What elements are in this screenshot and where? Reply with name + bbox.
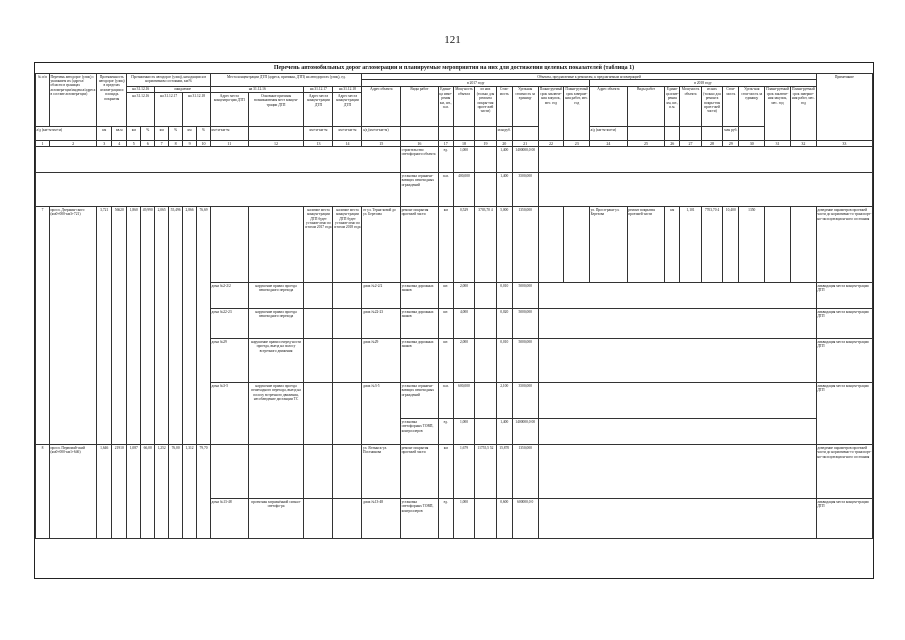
unit-empty-27	[680, 127, 701, 141]
works-cell: установка дорожных знаков	[401, 339, 439, 383]
header-expected: ожидаемое	[155, 86, 211, 92]
unit-mln: млн руб.	[496, 127, 512, 141]
object-address: дома №2-2/2	[362, 283, 401, 309]
row-number: 8	[36, 445, 50, 539]
header-works2: Виды работ	[627, 86, 665, 126]
cost-cell: 0,600	[496, 499, 512, 539]
header-dec17-sub: на 31.12.17	[155, 93, 183, 127]
table-row	[36, 445, 873, 499]
road-area: 21910	[112, 445, 127, 539]
col-num: 6	[141, 141, 155, 147]
col-num: 11	[211, 141, 249, 147]
header-power2: Мощ-ность объекта	[680, 86, 701, 126]
dtp-cause: нарушение правил очеред-ности проезда, выезд на полосу встречного движения	[248, 339, 304, 383]
cost-cell: 15,870	[496, 445, 512, 499]
col-num: 21	[512, 141, 538, 147]
object-address: дома №13-48	[362, 499, 401, 539]
header-dec16b: на 31.12.16	[211, 86, 304, 92]
unit-kmm-14: км+м-км+м	[333, 127, 362, 141]
col-num: 25	[627, 141, 665, 147]
col-num: 30	[739, 141, 765, 147]
col-num: 7	[155, 141, 169, 147]
cost-unit-cell: 1350,000	[512, 207, 538, 283]
pct-2018: 76,69	[197, 207, 211, 445]
col-num: 23	[564, 141, 590, 147]
unit-empty-28	[701, 127, 722, 141]
header-incl: из них (только для ремонта покры-тия проез-жей части)	[475, 86, 496, 126]
works-cell-2018: ремонт покрытия проезжей части	[627, 207, 665, 283]
unit-mln2: млн руб.	[723, 127, 739, 141]
power-cell: 1,000	[453, 499, 474, 539]
works-cell: ремонт покрытия проезжей части	[401, 445, 439, 499]
unit-cell: п.м.	[438, 173, 453, 207]
unit-obj: а/д (км+м-км+м)	[362, 127, 401, 141]
pct-2016: 49,990	[141, 207, 155, 445]
col-num: 22	[538, 141, 564, 147]
unit-cell: ед.	[438, 419, 453, 445]
header-plan-end2: Плани-руемый срок заверше-ния работ, мес. год	[790, 86, 816, 140]
header-addr-place: Адрес места концентра-ции ДТП	[211, 93, 249, 127]
header-addr-obj: Адрес объекта	[362, 86, 401, 126]
unit-empty-30	[739, 127, 765, 141]
dtp-cause: нарушение правил проезда пешеходного перехода	[248, 309, 304, 339]
power-cell: 2,000	[453, 283, 474, 309]
cost-unit-cell: 600000,0 0	[512, 499, 538, 539]
unit-cell: км	[438, 207, 453, 283]
addr-mktd-2017: наличие места концен-трации ДТП будет установ-лено по итогам 2017 года	[304, 207, 333, 283]
unit-cell: км	[438, 445, 453, 499]
unit-empty-16	[401, 127, 439, 141]
note-cell: ликвидация места концен-трации ДТП	[816, 309, 872, 339]
unit-km-18: км	[183, 127, 197, 141]
cost-unit-cell: 5000,000	[512, 339, 538, 383]
pct-2017: 55,496	[169, 207, 183, 445]
power-cell: 400,000	[453, 173, 474, 207]
header-dec16: на 31.12.16	[127, 86, 155, 92]
header-addr-mktd17: Адрес места концен-трации ДТП	[304, 93, 333, 127]
col-num: 9	[183, 141, 197, 147]
col-num: 13	[304, 141, 333, 147]
unit-place: км+м-км+м	[211, 127, 249, 141]
works-cell: установка светофорных ТОВП, контроллеров	[401, 419, 439, 445]
header-units-row	[36, 127, 873, 141]
header-cost-unit: Удельная стоимость за единицу	[512, 86, 538, 126]
power-cell: 1,000	[453, 419, 474, 445]
header-unit2: Едини-ца изме-рения км, шт., п.м.	[665, 86, 680, 126]
col-num: 12	[248, 141, 304, 147]
col-num: 29	[723, 141, 739, 147]
roads-table	[35, 73, 873, 539]
note-cell: ликвидация места концен-трации ДТП	[816, 499, 872, 539]
power-cell: 4,000	[453, 309, 474, 339]
km-2016: 1,087	[127, 445, 141, 539]
dtp-place: дома №29	[211, 339, 249, 383]
road-name: просп. Дзержин-ского (км0+000-км3+721)	[49, 207, 96, 445]
works-cell: строительство светофорного объекта	[401, 147, 439, 173]
km-2017: 1,252	[155, 445, 169, 539]
unit-empty-25	[627, 127, 665, 141]
unit-cell: шт.	[438, 283, 453, 309]
works-cell: установка ограничи-вающих пешеходных ограждений	[401, 383, 439, 419]
object-address: от ул. Терна-ковой до ул. Березова	[362, 207, 401, 283]
header-dtp-places: Места концентрации ДТП (адреса, причины, ДТП) на автодорогах (улиц), ед.	[211, 74, 362, 87]
document-sheet	[34, 62, 874, 579]
col-num: 10	[197, 141, 211, 147]
power-cell: 600,000	[453, 383, 474, 419]
cost-unit-cell: 5000,000	[512, 283, 538, 309]
cost-unit-cell: 1400000,0 00	[512, 419, 538, 445]
power-cell: 1,000	[453, 147, 474, 173]
unit-cell-2018: км	[665, 207, 680, 283]
table-row	[36, 173, 873, 207]
incl-cell-2018: 7703,70 4	[701, 207, 722, 283]
row-number: 7	[36, 207, 50, 445]
col-num: 3	[97, 141, 112, 147]
incl-cell: 11755,5 52	[475, 445, 496, 499]
dtp-cause: нарушение правил проезда пешеходного перехода	[248, 283, 304, 309]
header-works: Виды работ	[401, 86, 439, 126]
col-num: 33	[816, 141, 872, 147]
header-objects: Объекты, предлагаемые к ремонтам, к предлагаемым агломерацией	[362, 74, 816, 80]
dtp-cause: проектная загрязнённой сигнал-светофо-ра	[248, 499, 304, 539]
header-incl2: из них (только для ремонта покры-тия проез-жей части)	[701, 86, 722, 126]
col-num: 15	[362, 141, 401, 147]
unit-addr: а/д (км+м-км+м)	[36, 127, 97, 141]
cost-cell: 0,010	[496, 339, 512, 383]
note-cell: доведение параметров проезжей части до нормативно-го транспорт-но-эксплуатацион-ного состояния	[816, 445, 872, 499]
col-num: 32	[790, 141, 816, 147]
unit-cell: ед.	[438, 147, 453, 173]
unit-km-17: км	[155, 127, 169, 141]
dtp-place: дома №22-23	[211, 309, 249, 339]
cost-unit-cell-2018: 1350	[739, 207, 765, 283]
header-dec17b: на 31.12.17	[304, 86, 333, 92]
header-2018: в 2018 году	[590, 80, 817, 86]
power-cell: 0,529	[453, 207, 474, 283]
unit-empty-18	[453, 127, 474, 141]
header-note: Примечание	[816, 74, 872, 141]
cost-cell: 1,400	[496, 419, 512, 445]
col-num: 18	[453, 141, 474, 147]
incl-cell: 3703,70 4	[475, 207, 496, 283]
header-plan-term2: Плани-руемый срок заключе-ния закупок, мес. год	[765, 86, 791, 140]
table-row	[36, 207, 873, 283]
col-num: 20	[496, 141, 512, 147]
cost-cell: 0,020	[496, 309, 512, 339]
unit-pct-16: %	[141, 127, 155, 141]
dtp-cause: нарушение правил проезда пешеходного перехода, выезд на полосу встречного движения, несоблюдение дистанции ТС	[248, 383, 304, 445]
unit-km-16: км	[127, 127, 141, 141]
unit-empty-12	[248, 127, 304, 141]
unit-cell: шт.	[438, 339, 453, 383]
col-num: 16	[401, 141, 439, 147]
cost-unit-cell: 3500,000	[512, 173, 538, 207]
unit-empty-21	[512, 127, 538, 141]
col-num: 14	[333, 141, 362, 147]
header-plan-end: Плани-руемый срок заверше-ния работ, мес. год	[564, 86, 590, 140]
pct-2017: 76,00	[169, 445, 183, 539]
header-num: № п/п	[36, 74, 50, 127]
header-dec16-sub: на 31.12.16	[127, 93, 155, 127]
col-num: 26	[665, 141, 680, 147]
works-cell: установка дорожных знаков	[401, 283, 439, 309]
header-plan-term: Плани-руемый срок заключе-ния закупок, мес. год	[538, 86, 564, 140]
pct-2016: 66,00	[141, 445, 155, 539]
unit-kvm: кв.м	[112, 127, 127, 141]
km-2018: 2,866	[183, 207, 197, 445]
header-dec18-sub: на 31.12.18	[183, 93, 211, 127]
header-normative-share: Протяженность автодорог (улиц), находящихся в нормативном состоянии, км/%	[127, 74, 211, 87]
col-num: 27	[680, 141, 701, 147]
page-number: 121	[444, 34, 461, 46]
cost-cell-2018: 10,400	[723, 207, 739, 283]
road-area: 56620	[112, 207, 127, 445]
unit-cell: п.м.	[438, 383, 453, 419]
col-num: 28	[701, 141, 722, 147]
col-num: 4	[112, 141, 127, 147]
col-num: 24	[590, 141, 628, 147]
unit-empty-26	[665, 127, 680, 141]
km-2017: 2,065	[155, 207, 169, 445]
note-cell: ликвидация места концен-трации ДТП	[816, 383, 872, 445]
cost-unit-cell: 1400000,0 00	[512, 147, 538, 173]
unit-pct-18: %	[197, 127, 211, 141]
road-length: 1,646	[97, 445, 112, 539]
unit-cell: шт.	[438, 309, 453, 339]
km-2016: 1,860	[127, 207, 141, 445]
power-cell-2018: 1,101	[680, 207, 701, 283]
header-length: Протяженность автодорог (улиц) в пределах агломе-рации и площадь покрытия	[97, 74, 127, 127]
object-address: дома №29	[362, 339, 401, 383]
unit-empty-17	[438, 127, 453, 141]
note-cell: доведение параметров проезжей части до нормативно-го транспорт-но-эксплуатацион-ного состояния	[816, 207, 872, 283]
cost-unit-cell: 3500,000	[512, 383, 538, 419]
works-cell: установка светофорных ТОВП, контроллеров	[401, 499, 439, 539]
object-address: дома №22-23	[362, 309, 401, 339]
note-cell: ликвидация места концен-трации ДТП	[816, 339, 872, 383]
dtp-place: дома №13-48	[211, 499, 249, 539]
header-2017: в 2017 году	[362, 80, 590, 86]
header-addr-obj2: Адрес объекта	[590, 86, 628, 126]
header-cost-unit2: Удель-ная стои-мость за единицу	[739, 86, 765, 126]
cost-cell: 0,010	[496, 283, 512, 309]
cost-cell: 1,400	[496, 147, 512, 173]
object-address-2018: ул. Просп-раки-ул. Березова	[590, 207, 628, 283]
header-cost: Стои-мость	[496, 86, 512, 126]
power-cell: 1,679	[453, 445, 474, 499]
dtp-place: дома №3-5	[211, 383, 249, 445]
works-cell: установка дорожных знаков	[401, 309, 439, 339]
col-num: 1	[36, 141, 50, 147]
unit-obj2: а/д (км+м-км+м)	[590, 127, 628, 141]
cost-cell: 2,100	[496, 383, 512, 419]
unit-pct-17: %	[169, 127, 183, 141]
col-num: 5	[127, 141, 141, 147]
unit-km-len: км	[97, 127, 112, 141]
works-cell: ремонт покрытия проезжей части	[401, 207, 439, 283]
header-main-causes: Основные причины возникновения мест концен-трации ДТП	[248, 93, 304, 127]
cost-cell: 1,400	[496, 173, 512, 207]
col-num: 31	[765, 141, 791, 147]
header-dec18b: на 31.12.18	[333, 86, 362, 92]
note-cell: ликвидация места концен-трации ДТП	[816, 283, 872, 309]
cost-unit-cell: 5000,000	[512, 309, 538, 339]
col-num: 17	[438, 141, 453, 147]
object-address: ул. Ялтынск-ул. Постникова	[362, 445, 401, 499]
dtp-place: дома №2-2/2	[211, 283, 249, 309]
power-cell: 2,000	[453, 339, 474, 383]
unit-empty-19	[475, 127, 496, 141]
unit-kmm-13: км+м-км+м	[304, 127, 333, 141]
col-num: 19	[475, 141, 496, 147]
col-num: 2	[49, 141, 96, 147]
road-name: просп. Первомай-ский (км0+000-км1+646)	[49, 445, 96, 539]
header-cost2: Стои-мость	[723, 86, 739, 126]
works-cell: установка ограничи-вающих пешеходных ограждений	[401, 173, 439, 207]
table-title: Перечень автомобильных дорог агломерации и планируемые мероприятия на них для достижения целевых показателей (таблица 1)	[35, 63, 873, 74]
addr-mktd-2018: наличие места концен-трации ДТП будет установ-лено по итогам 2018 года	[333, 207, 362, 283]
road-length: 3,721	[97, 207, 112, 445]
header-addr-mktd18: Адрес места концен-трации ДТП	[333, 93, 362, 127]
pct-2018: 79,70	[197, 445, 211, 539]
cost-cell: 5,000	[496, 207, 512, 283]
header-unit: Едини-ца изме-рения км, шт., п.м.	[438, 86, 453, 126]
header-power: Мощ-ность объекта	[453, 86, 474, 126]
col-num: 8	[169, 141, 183, 147]
header-road-list: Перечень автодорог (улиц) с указанием их (адреса/области в границах агломера-ции/индекса/адреса в составе агломера-ции)	[49, 74, 96, 127]
km-2018: 1,312	[183, 445, 197, 539]
cost-unit-cell: 1350,000	[512, 445, 538, 499]
unit-cell: ед.	[438, 499, 453, 539]
object-address: дома №3-5	[362, 383, 401, 445]
table-row	[36, 147, 873, 173]
